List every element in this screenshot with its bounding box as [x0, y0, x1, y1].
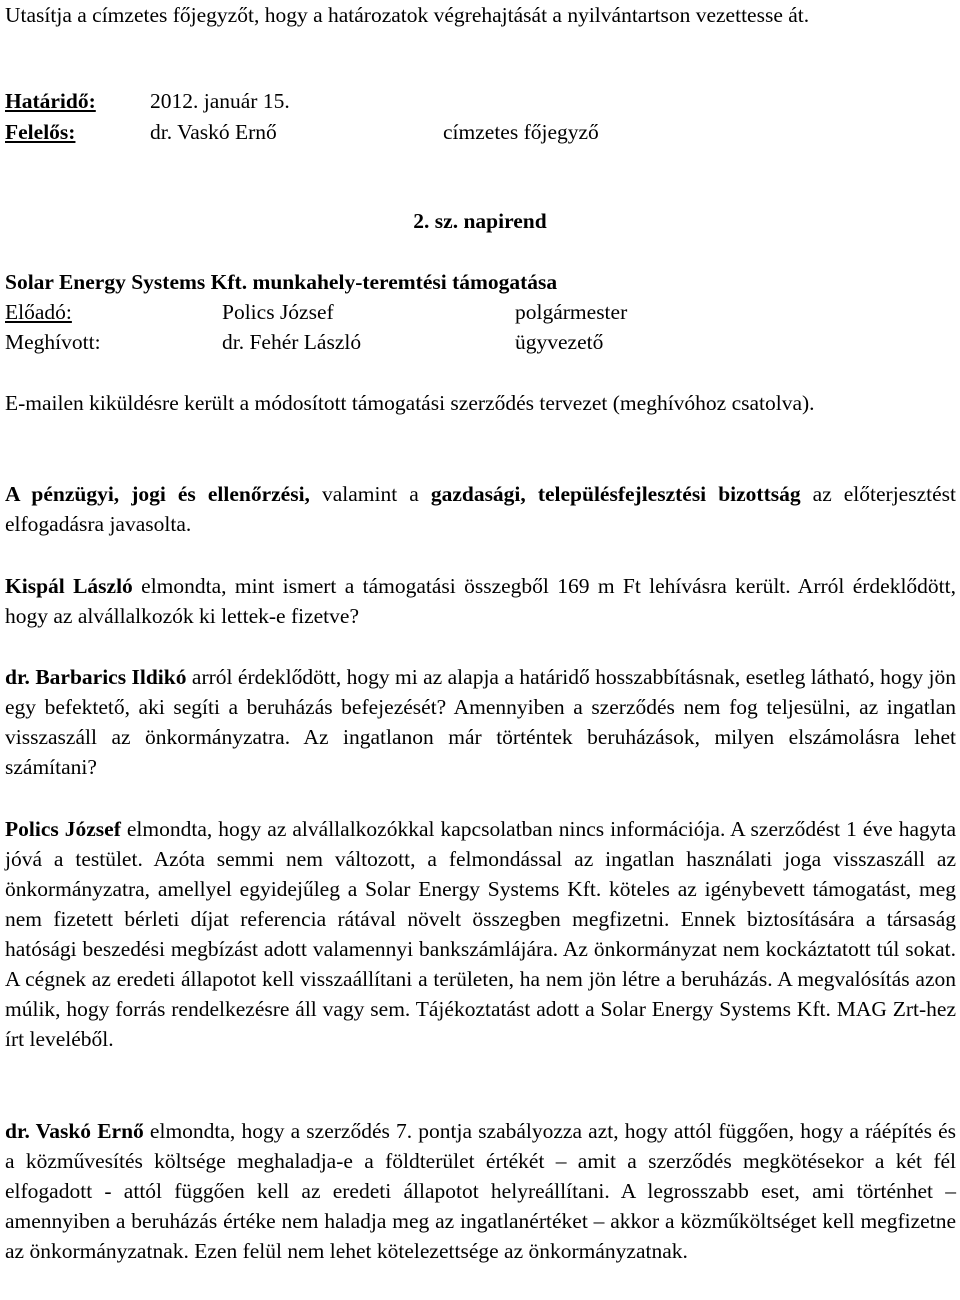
deadline-label: Határidő:: [5, 89, 96, 113]
polics-paragraph: Polics József elmondta, hogy az alvállalkozókkal kapcsolatban nincs információja. A szerződést 1 éve hagyta jóvá a testület. Azóta semmi nem változott, a felmondással az ingatlan használati joga visszaszáll az önkormányzatra, amellyel egyidejűleg a Solar Energy Systems Kft. köteles az igénybevett támogatást, meg nem fizetett bérleti díjat referencia rátával növelt összegben megfizetni. Ennek biztosítására a társaság hatósági beszedési megbízást adott valamennyi bankszámlájára. Az önkormányzat nem kockáztatott túl sokat. A cégnek az eredeti állapotot kell visszaállítani a területen, ha nem jön létre a beruházás. A megvalósítás azon múlik, hogy forrás rendelkezésre áll vagy sem. Tájékoztatást adott a Solar Energy Systems Kft. MAG Zrt-hez írt leveléből.: [5, 817, 957, 1051]
kispal-paragraph: Kispál László elmondta, mint ismert a támogatási összegből 169 m Ft lehívásra került. Arról érdeklődött, hogy az alvállalkozók ki lettek-e fizetve?: [5, 574, 956, 628]
deadline-row: [5, 86, 96, 116]
presenter-name: Polics József: [222, 300, 334, 324]
barbarics-paragraph: dr. Barbarics Ildikó arról érdeklődött, hogy mi az alapja a határidő hosszabbításnak, esetleg látható, hogy jön egy befektető, aki segíti a beruházás befejezését? Amennyiben a szerződés nem fog teljesülni, az ingatlan visszaszáll az önkormányzatra. Az ingatlanon már történtek beruházások, milyen elszámolásra lehet számítani?: [5, 665, 956, 779]
responsible-name: dr. Vaskó Ernő: [150, 120, 277, 144]
vasko-paragraph: dr. Vaskó Ernő elmondta, hogy a szerződés 7. pontja szabályozza azt, hogy attól függően, hogy a ráépítés és a közművesítés költsége meghaladja-e a földterület értékét – amit a szerződés megkötésekor a két fél elfogadott - attól függően kell az eredeti állapotot helyreállítani. A legrosszabb eset, ami történhet – amennyiben a beruházás értéke nem haladja meg az ingatlanértéket – akkor a közműköltséget kell megfizetne az önkormányzatnak. Ezen felül nem lehet kötelezettsége az önkormányzatnak.: [5, 1119, 956, 1263]
invited-label: Meghívott:: [5, 330, 101, 354]
presenter-title: polgármester: [515, 300, 628, 324]
intro-paragraph: Utasítja a címzetes főjegyzőt, hogy a határozatok végrehajtását a nyilvántartson vezettesse át.: [5, 3, 810, 27]
agenda-number: 2. sz. napirend: [413, 209, 547, 233]
presenter-label: Előadó:: [5, 300, 72, 324]
responsible-label: Felelős:: [5, 120, 76, 144]
email-paragraph: E-mailen kiküldésre került a módosított támogatási szerződés tervezet (meghívóhoz csatolva).: [5, 391, 815, 415]
agenda-title: Solar Energy Systems Kft. munkahely-teremtési támogatása: [5, 270, 558, 294]
committee-paragraph: A pénzügyi, jogi és ellenőrzési, valamint a gazdasági, településfejlesztési bizottság az előterjesztést elfogadásra javasolta.: [5, 482, 956, 536]
responsible-title: címzetes főjegyző: [443, 120, 599, 144]
deadline-value: 2012. január 15.: [150, 89, 290, 113]
invited-title: ügyvezető: [515, 330, 604, 354]
responsible-row: [5, 117, 75, 147]
invited-name: dr. Fehér László: [222, 330, 362, 354]
